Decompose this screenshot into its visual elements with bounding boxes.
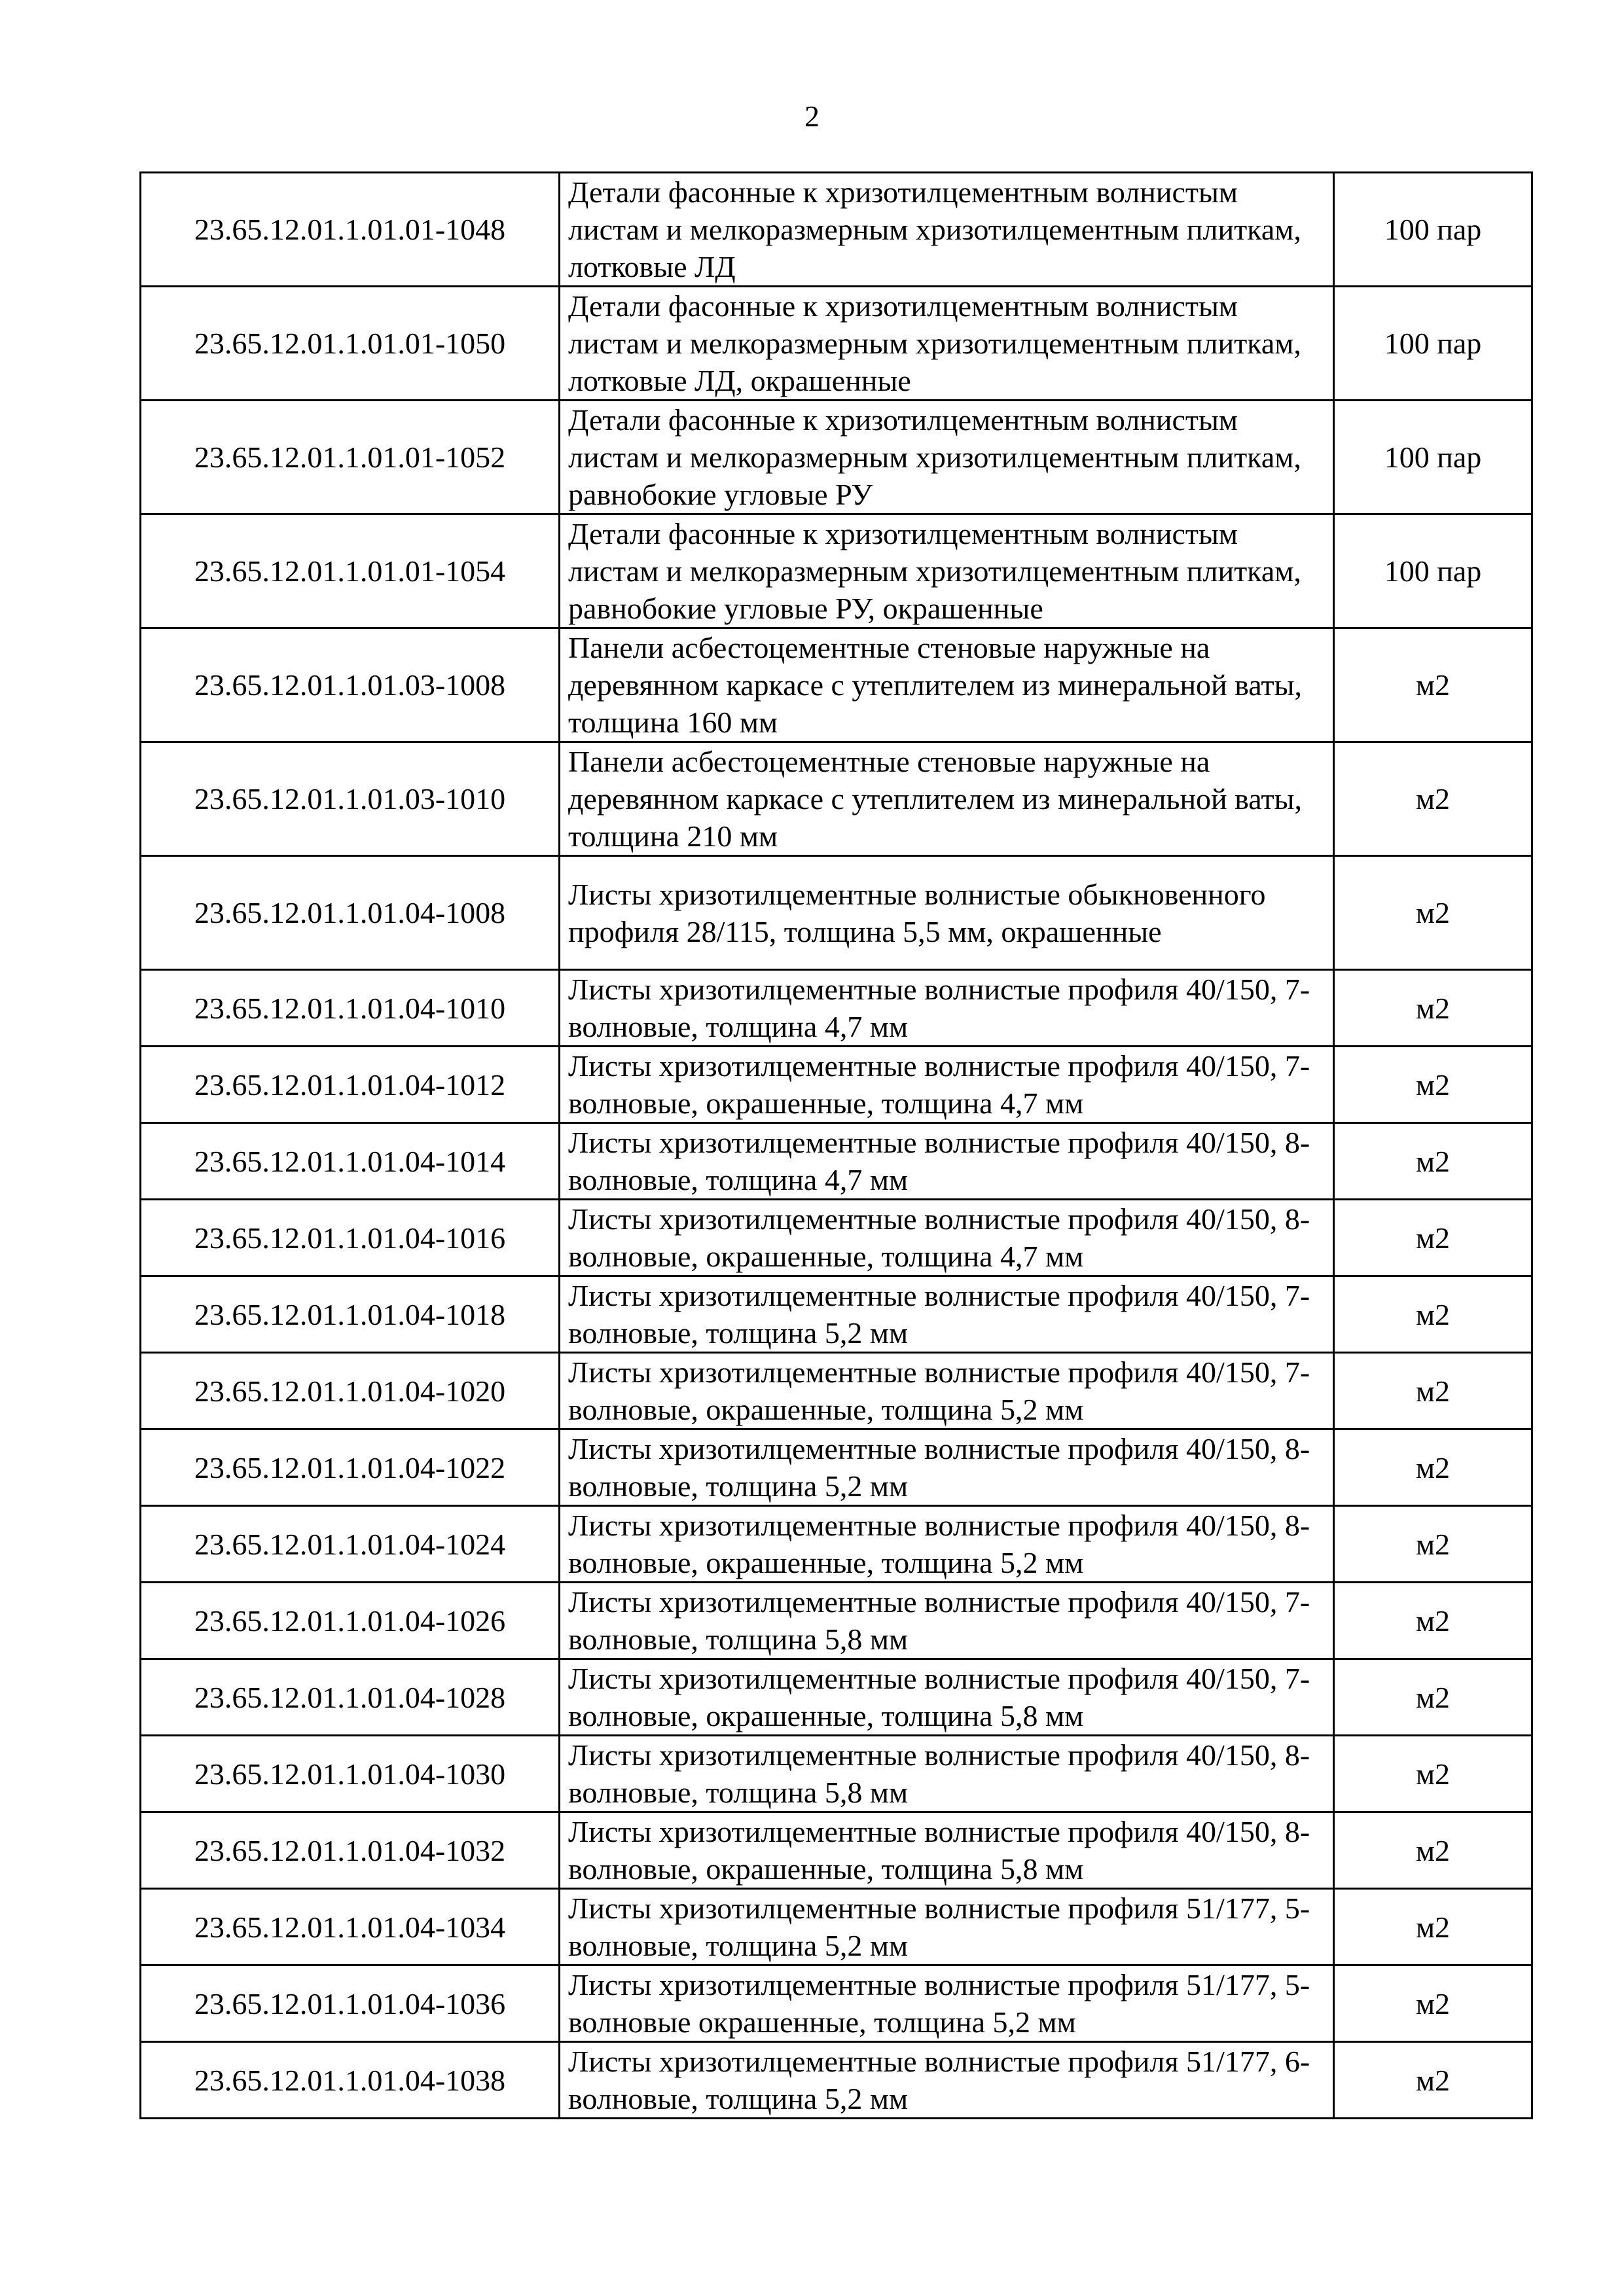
code-cell: 23.65.12.01.1.01.04-1032 [141, 1812, 560, 1889]
unit-cell: м2 [1334, 1965, 1532, 2042]
code-cell: 23.65.12.01.1.01.04-1028 [141, 1659, 560, 1736]
table-row [141, 287, 1532, 401]
unit-cell: м2 [1334, 2042, 1532, 2119]
name-cell: Листы хризотилцементные волнистые профиля 40/150, 8-волновые, толщина 4,7 мм [560, 1123, 1334, 1200]
unit-cell: 100 пар [1334, 401, 1532, 514]
name-cell: Панели асбестоцементные стеновые наружные на деревянном каркасе с утеплителем из минеральной ваты, толщина 210 мм [560, 742, 1334, 856]
name-cell: Листы хризотилцементные волнистые обыкновенного профиля 28/115, толщина 5,5 мм, окрашенные [560, 856, 1334, 970]
code-cell: 23.65.12.01.1.01.01-1048 [141, 173, 560, 287]
code-cell: 23.65.12.01.1.01.04-1018 [141, 1276, 560, 1353]
table-row [141, 1353, 1532, 1429]
code-cell: 23.65.12.01.1.01.04-1030 [141, 1736, 560, 1812]
table-row [141, 1506, 1532, 1583]
table-row [141, 1659, 1532, 1736]
table-row [141, 1965, 1532, 2042]
unit-cell: м2 [1334, 1429, 1532, 1506]
unit-cell: м2 [1334, 1200, 1532, 1276]
unit-cell: м2 [1334, 628, 1532, 742]
table-row [141, 856, 1532, 970]
table-row [141, 1123, 1532, 1200]
unit-cell: м2 [1334, 856, 1532, 970]
name-cell: Листы хризотилцементные волнистые профиля 51/177, 5-волновые окрашенные, толщина 5,2 мм [560, 1965, 1334, 2042]
name-cell: Листы хризотилцементные волнистые профиля 40/150, 7-волновые, окрашенные, толщина 4,7 мм [560, 1047, 1334, 1123]
code-cell: 23.65.12.01.1.01.04-1020 [141, 1353, 560, 1429]
code-cell: 23.65.12.01.1.01.01-1052 [141, 401, 560, 514]
name-cell: Листы хризотилцементные волнистые профиля 40/150, 7-волновые, толщина 4,7 мм [560, 970, 1334, 1047]
unit-cell: м2 [1334, 1353, 1532, 1429]
unit-cell: м2 [1334, 1736, 1532, 1812]
code-cell: 23.65.12.01.1.01.04-1024 [141, 1506, 560, 1583]
code-cell: 23.65.12.01.1.01.04-1008 [141, 856, 560, 970]
unit-cell: 100 пар [1334, 173, 1532, 287]
code-cell: 23.65.12.01.1.01.04-1034 [141, 1889, 560, 1965]
name-cell: Детали фасонные к хризотилцементным волнистым листам и мелкоразмерным хризотилцементным плиткам, лотковые ЛД, окрашенные [560, 287, 1334, 401]
unit-cell: м2 [1334, 1889, 1532, 1965]
unit-cell: м2 [1334, 1812, 1532, 1889]
table-row [141, 401, 1532, 514]
materials-table [139, 171, 1533, 2119]
name-cell: Детали фасонные к хризотилцементным волнистым листам и мелкоразмерным хризотилцементным плиткам, лотковые ЛД [560, 173, 1334, 287]
name-cell: Листы хризотилцементные волнистые профиля 51/177, 5-волновые, толщина 5,2 мм [560, 1889, 1334, 1965]
unit-cell: 100 пар [1334, 287, 1532, 401]
table-row [141, 1889, 1532, 1965]
table-row [141, 628, 1532, 742]
code-cell: 23.65.12.01.1.01.04-1038 [141, 2042, 560, 2119]
table-row [141, 1200, 1532, 1276]
page-number: 2 [804, 99, 820, 133]
name-cell: Листы хризотилцементные волнистые профиля 40/150, 7-волновые, окрашенные, толщина 5,2 мм [560, 1353, 1334, 1429]
name-cell: Детали фасонные к хризотилцементным волнистым листам и мелкоразмерным хризотилцементным плиткам, равнобокие угловые РУ, окрашенные [560, 514, 1334, 628]
name-cell: Листы хризотилцементные волнистые профиля 51/177, 6-волновые, толщина 5,2 мм [560, 2042, 1334, 2119]
name-cell: Листы хризотилцементные волнистые профиля 40/150, 8-волновые, окрашенные, толщина 5,2 мм [560, 1506, 1334, 1583]
table-row [141, 1429, 1532, 1506]
table-row [141, 173, 1532, 287]
code-cell: 23.65.12.01.1.01.04-1010 [141, 970, 560, 1047]
table-row [141, 514, 1532, 628]
name-cell: Листы хризотилцементные волнистые профиля 40/150, 8-волновые, толщина 5,8 мм [560, 1736, 1334, 1812]
table-row [141, 1812, 1532, 1889]
unit-cell: м2 [1334, 1276, 1532, 1353]
code-cell: 23.65.12.01.1.01.04-1026 [141, 1583, 560, 1659]
table-row [141, 1583, 1532, 1659]
unit-cell: м2 [1334, 1047, 1532, 1123]
unit-cell: м2 [1334, 1123, 1532, 1200]
table-row [141, 1047, 1532, 1123]
table-row [141, 742, 1532, 856]
code-cell: 23.65.12.01.1.01.04-1012 [141, 1047, 560, 1123]
code-cell: 23.65.12.01.1.01.04-1022 [141, 1429, 560, 1506]
name-cell: Листы хризотилцементные волнистые профиля 40/150, 7-волновые, толщина 5,2 мм [560, 1276, 1334, 1353]
code-cell: 23.65.12.01.1.01.03-1008 [141, 628, 560, 742]
code-cell: 23.65.12.01.1.01.04-1036 [141, 1965, 560, 2042]
table-row [141, 1276, 1532, 1353]
name-cell: Листы хризотилцементные волнистые профиля 40/150, 7-волновые, окрашенные, толщина 5,8 мм [560, 1659, 1334, 1736]
name-cell: Листы хризотилцементные волнистые профиля 40/150, 8-волновые, окрашенные, толщина 5,8 мм [560, 1812, 1334, 1889]
name-cell: Панели асбестоцементные стеновые наружные на деревянном каркасе с утеплителем из минеральной ваты, толщина 160 мм [560, 628, 1334, 742]
name-cell: Листы хризотилцементные волнистые профиля 40/150, 8-волновые, окрашенные, толщина 4,7 мм [560, 1200, 1334, 1276]
unit-cell: м2 [1334, 1506, 1532, 1583]
name-cell: Листы хризотилцементные волнистые профиля 40/150, 8-волновые, толщина 5,2 мм [560, 1429, 1334, 1506]
unit-cell: м2 [1334, 1583, 1532, 1659]
name-cell: Листы хризотилцементные волнистые профиля 40/150, 7-волновые, толщина 5,8 мм [560, 1583, 1334, 1659]
table-row [141, 2042, 1532, 2119]
unit-cell: 100 пар [1334, 514, 1532, 628]
code-cell: 23.65.12.01.1.01.01-1050 [141, 287, 560, 401]
code-cell: 23.65.12.01.1.01.01-1054 [141, 514, 560, 628]
table-row [141, 1736, 1532, 1812]
table-row [141, 970, 1532, 1047]
code-cell: 23.65.12.01.1.01.04-1016 [141, 1200, 560, 1276]
code-cell: 23.65.12.01.1.01.03-1010 [141, 742, 560, 856]
name-cell: Детали фасонные к хризотилцементным волнистым листам и мелкоразмерным хризотилцементным плиткам, равнобокие угловые РУ [560, 401, 1334, 514]
unit-cell: м2 [1334, 742, 1532, 856]
unit-cell: м2 [1334, 1659, 1532, 1736]
code-cell: 23.65.12.01.1.01.04-1014 [141, 1123, 560, 1200]
unit-cell: м2 [1334, 970, 1532, 1047]
